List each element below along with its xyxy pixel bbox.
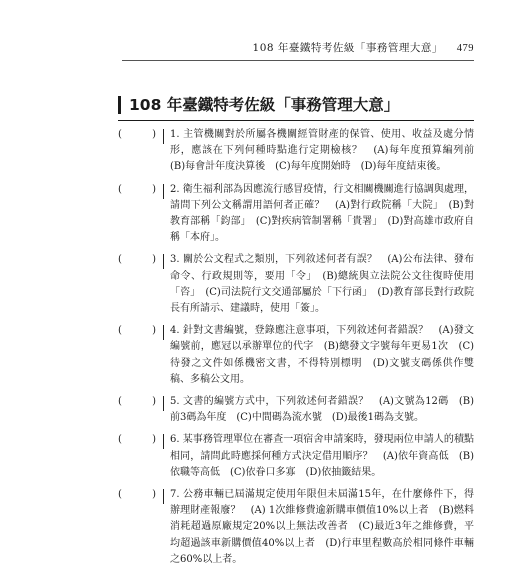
question-item xyxy=(118,487,474,568)
header-divider xyxy=(122,60,474,61)
question-item xyxy=(118,394,474,426)
question-item xyxy=(118,323,474,388)
answer-slot xyxy=(118,127,156,143)
answer-slot-close: ) xyxy=(152,396,156,408)
question-item xyxy=(118,252,474,317)
answer-slot-open: ( xyxy=(118,254,122,266)
question-divider xyxy=(163,254,164,269)
question-item xyxy=(118,432,474,481)
running-head xyxy=(253,40,474,55)
question-item xyxy=(118,182,474,247)
answer-slot-open: ( xyxy=(118,489,122,501)
answer-slot-close: ) xyxy=(152,254,156,266)
running-title: 108 年臺鐵特考佐級「事務管理大意」 xyxy=(252,42,443,54)
answer-slot-close: ) xyxy=(152,325,156,337)
answer-slot-close: ) xyxy=(152,129,156,140)
answer-slot-open: ( xyxy=(118,396,122,408)
page-number: 479 xyxy=(456,43,474,54)
question-item xyxy=(118,127,484,176)
section-title: 108 年臺鐵特考佐級「事務管理大意」 xyxy=(118,96,399,114)
answer-slot-close: ) xyxy=(152,489,156,501)
answer-slot-open: ( xyxy=(118,183,122,195)
answer-slot xyxy=(118,252,156,268)
question-text: 1. 主管機關對於所屬各機關經管財產的保管、使用、收益及處分情形，應該在下列何種時點進行定期檢核？ (A)每年度預算編列前 (B)每會計年度決算後 (C)每年度開始時 (D)每年度結束後。 xyxy=(170,129,484,173)
answer-slot-close: ) xyxy=(152,183,156,195)
answer-slot-close: ) xyxy=(152,434,156,446)
question-text: 3. 關於公文程式之類別，下列敘述何者有誤？ (A)公布法律、發布命令、行政規則等，要用「令」 (B)總統與立法院公文往復時使用「咨」 (C)司法院行文交通部屬於「下行函」 (D)教育部長對行政院長有所請示、建議時，使用「簽」。 xyxy=(170,254,474,315)
question-text: 5. 文書的編號方式中，下列敘述何者錯誤？ (A)文號為12碼 (B)前3碼為年度 (C)中間碼為流水號 (D)最後1碼為支號。 xyxy=(170,396,474,424)
question-text: 7. 公務車輛已屆滿規定使用年限但未屆滿15年，在什麼條件下，得辦理財產報廢？ (A) 1次維修費逾新購車價值10%以上者 (B)燃料消耗超過原廠規定20%以上無法改善者 (C)最近3年之維修費，平均超過該車新購價值40%以上者 (D)行車里程數高於相同條件車輛之60%以上者。 xyxy=(170,489,474,565)
answer-slot xyxy=(118,323,156,339)
question-text: 6. 某事務管理單位在審查一項宿舍申請案時，發現兩位申請人的積點相同，請問此時應採何種方式決定借用順序？ (A)依年資高低 (B)依職等高低 (C)依眷口多寡 (D)依抽籤結果。 xyxy=(170,434,474,478)
answer-slot-open: ( xyxy=(118,325,122,337)
title-underline xyxy=(118,120,474,121)
question-divider xyxy=(163,325,164,340)
question-text: 4. 針對文書編號，登錄應注意事項，下列敘述何者錯誤？ (A)發文編號前，應冠以承辦單位的代字 (B)總發文字號每年更易1次 (C)待發之文件如係機密文書，不得特別標明 (D)文號支碼係供作雙稿、多稿公文用。 xyxy=(170,325,474,385)
question-divider xyxy=(163,184,164,199)
question-divider xyxy=(163,396,164,411)
answer-slot xyxy=(118,487,156,503)
question-divider xyxy=(163,489,164,504)
question-list xyxy=(118,127,484,574)
question-divider xyxy=(163,434,164,449)
answer-slot xyxy=(118,432,156,448)
answer-slot-open: ( xyxy=(118,434,122,446)
answer-slot-open: ( xyxy=(118,129,122,140)
question-divider xyxy=(163,129,164,144)
answer-slot xyxy=(118,182,156,198)
question-text: 2. 衛生福利部為因應流行感冒疫情，行文相關機關進行協調與處理，請問下列公文稱謂用語何者正確？ (A)對行政院稱「大院」 (B)對教育部稱「鈞部」 (C)對疾病管制署稱「貴署」 (D)對高雄市政府自稱「本府」。 xyxy=(170,183,474,244)
answer-slot xyxy=(118,394,156,410)
